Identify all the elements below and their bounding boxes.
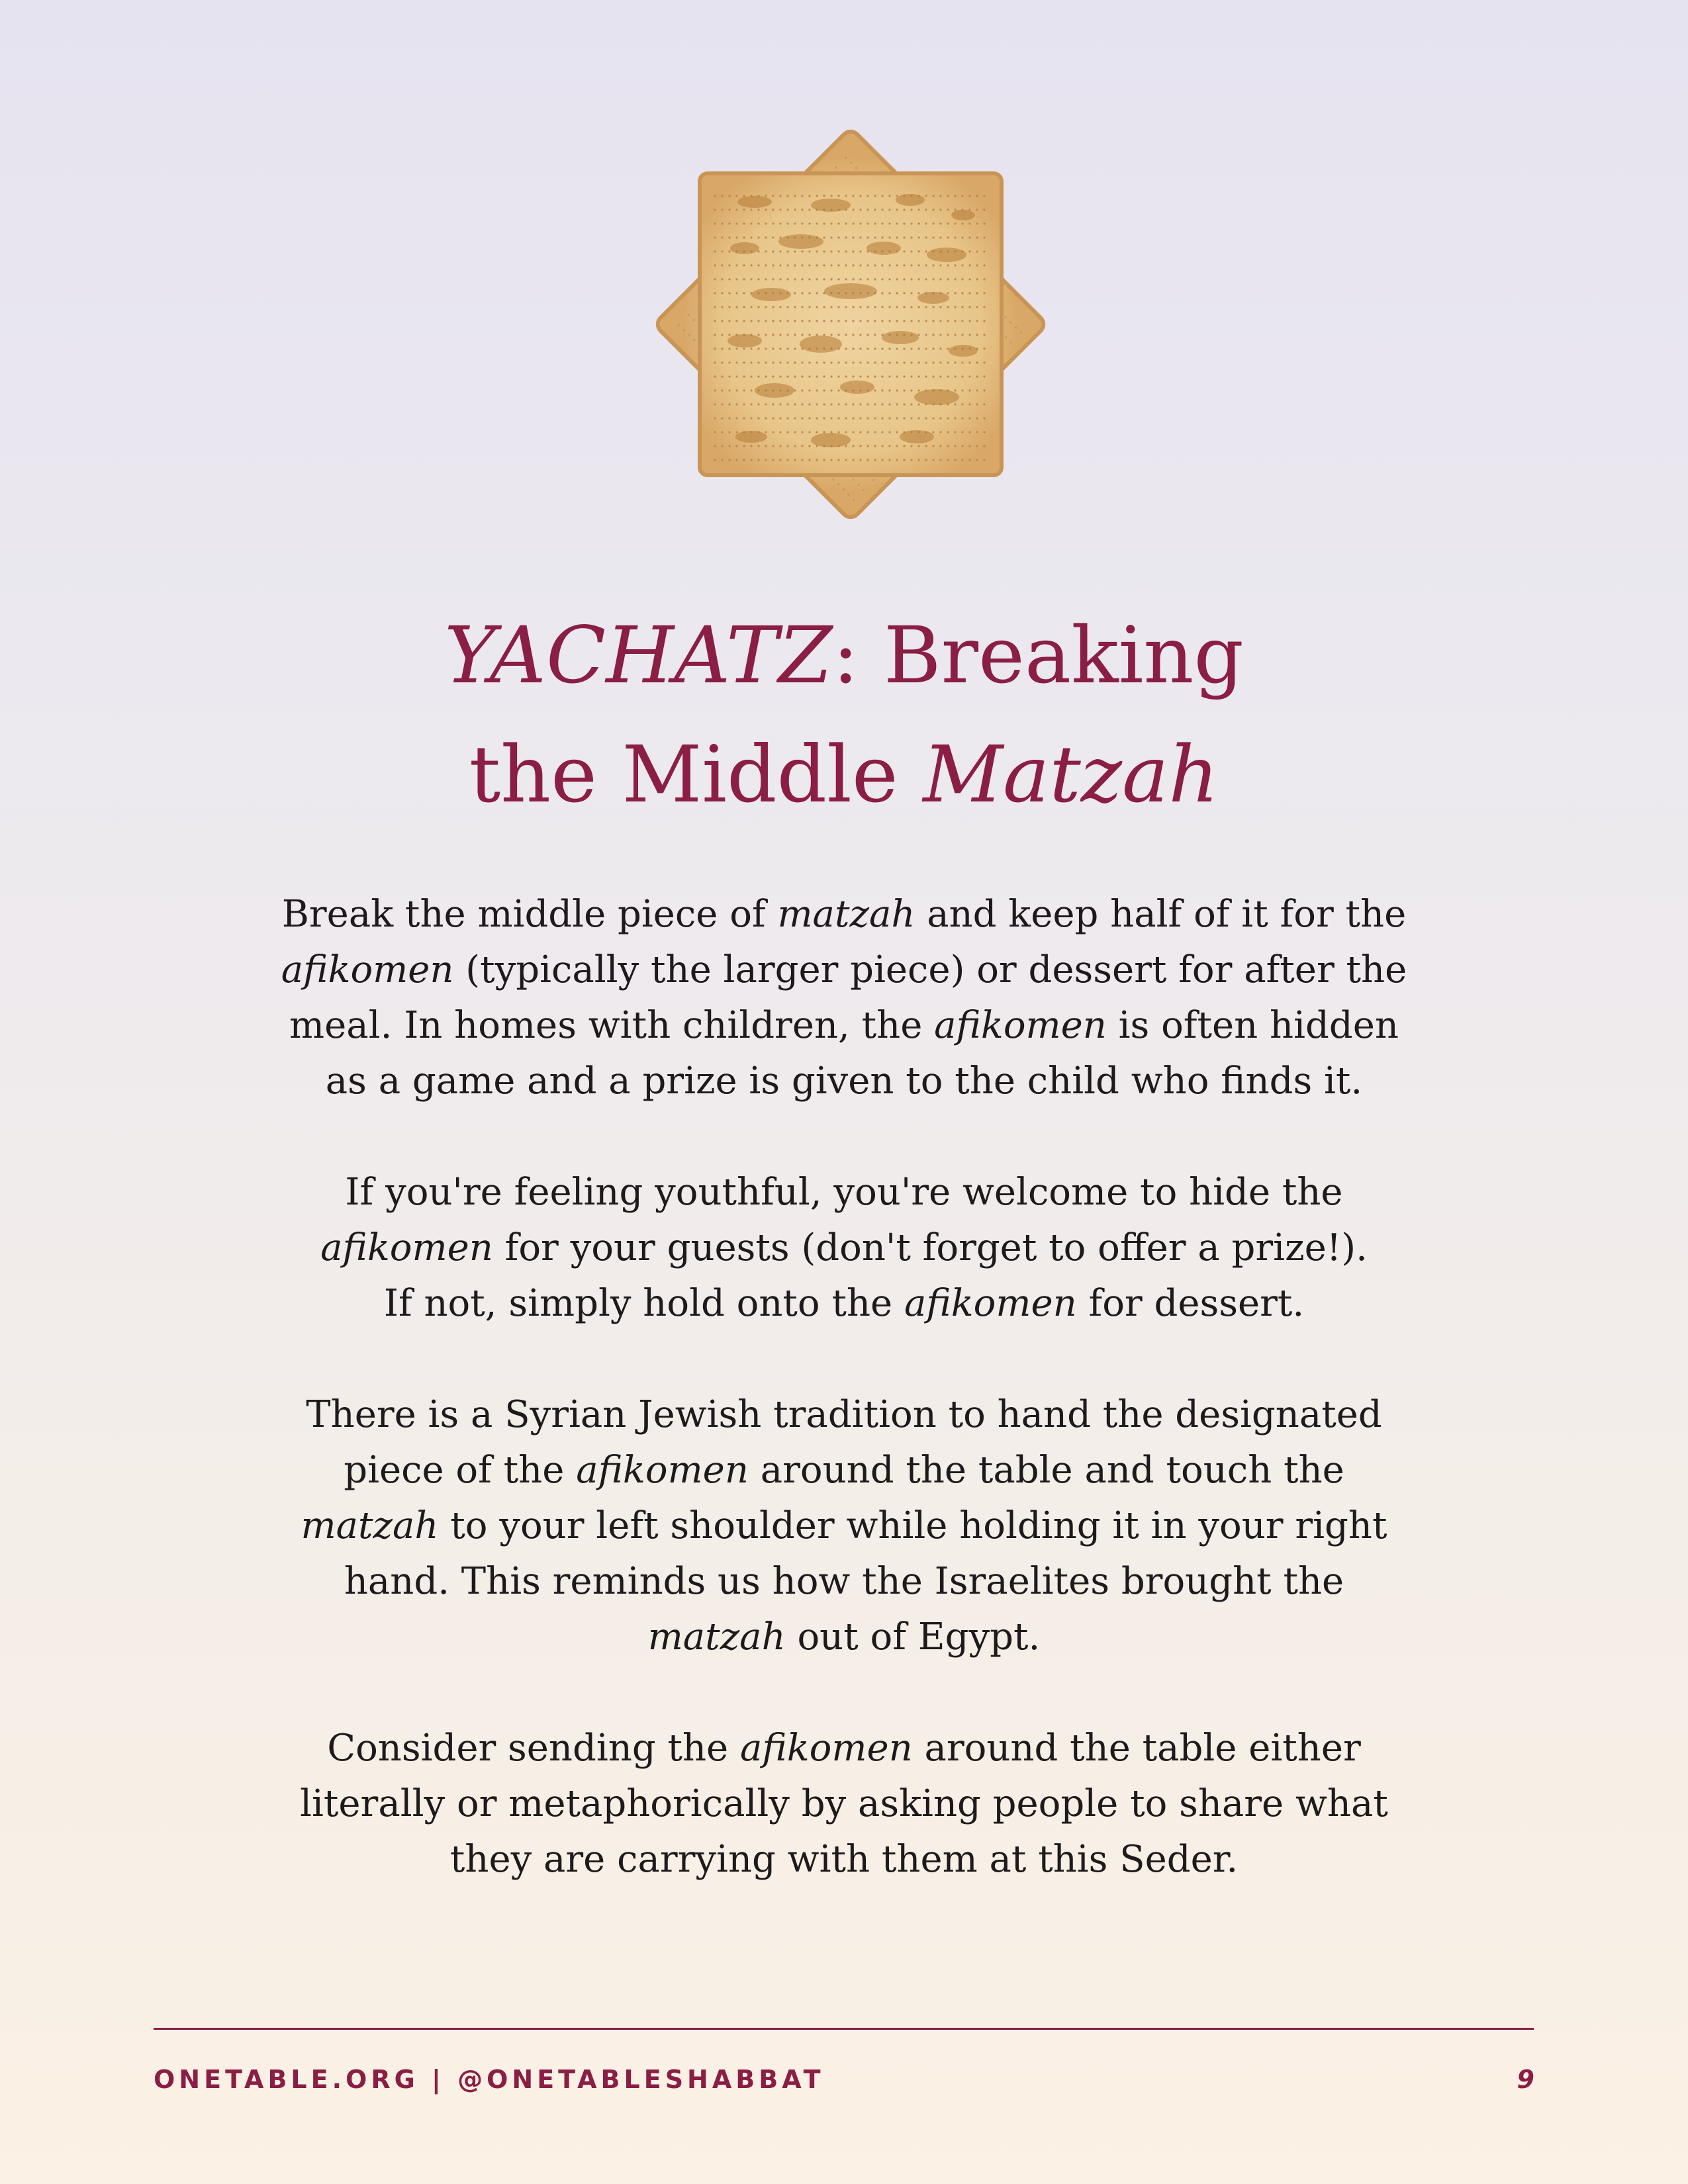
italic-term: afikomen — [320, 1226, 493, 1269]
text-run: as a game and a prize is given to the child who finds it. — [325, 1060, 1363, 1103]
italic-term: matzah — [777, 893, 915, 936]
title-line-2 — [199, 715, 1489, 834]
italic-term: afikomen — [281, 948, 454, 991]
paragraph-line — [218, 1220, 1470, 1276]
text-run: Consider sending the — [327, 1727, 740, 1770]
paragraph-line — [218, 1387, 1470, 1443]
body-paragraph — [218, 1165, 1470, 1332]
paragraph-line — [218, 1276, 1470, 1332]
paragraph-line — [218, 887, 1470, 942]
title-line-1 — [199, 596, 1489, 715]
paragraph-line — [218, 1054, 1470, 1109]
text-run: out of Egypt. — [785, 1615, 1041, 1659]
text-run: is often hidden — [1106, 1004, 1399, 1047]
body-paragraph — [218, 1721, 1470, 1888]
text-run: hand. This reminds us how the Israelites brought the — [344, 1560, 1344, 1603]
title-yachatz: YACHATZ — [444, 610, 833, 701]
text-run: If you're feeling youthful, you're welcome to hide the — [345, 1171, 1343, 1214]
text-run: for dessert. — [1076, 1282, 1305, 1325]
body-paragraph — [218, 1387, 1470, 1665]
paragraph-line — [218, 998, 1470, 1054]
paragraph-line — [218, 1610, 1470, 1665]
italic-term: matzah — [301, 1504, 439, 1547]
title-matzah: Matzah — [923, 729, 1219, 820]
text-run: piece of the — [344, 1449, 577, 1492]
text-run: they are carrying with them at this Seder. — [449, 1838, 1239, 1881]
paragraph-line — [218, 1776, 1470, 1832]
title-breaking: : Breaking — [832, 610, 1244, 701]
text-run: (typically the larger piece) or dessert for after the — [453, 948, 1407, 991]
text-run: meal. In homes with children, the — [289, 1004, 935, 1047]
italic-term: afikomen — [739, 1727, 913, 1770]
paragraph-line — [218, 1443, 1470, 1498]
text-run: around the table either — [912, 1727, 1361, 1770]
text-run: literally or metaphorically by asking people to share what — [300, 1782, 1388, 1825]
italic-term: matzah — [647, 1615, 786, 1659]
page-number: 9 — [1517, 2065, 1534, 2094]
body-paragraph — [218, 887, 1470, 1109]
paragraph-line — [218, 1554, 1470, 1610]
text-run: around the table and touch the — [748, 1449, 1344, 1492]
page-title — [199, 596, 1489, 834]
text-run: to your left shoulder while holding it in your right — [438, 1504, 1387, 1547]
italic-term: afikomen — [576, 1449, 749, 1492]
title-the-middle: the Middle — [469, 729, 923, 820]
text-run: for your guests (don't forget to offer a prize!). — [492, 1226, 1368, 1269]
paragraph-line — [218, 1721, 1470, 1776]
paragraph-line — [218, 1498, 1470, 1554]
paragraph-line — [218, 1832, 1470, 1888]
body-text — [218, 887, 1470, 1943]
footer-website-handle: ONETABLE.ORG | @ONETABLESHABBAT — [154, 2065, 825, 2094]
paragraph-line — [218, 1165, 1470, 1220]
text-run: and keep half of it for the — [915, 893, 1407, 936]
matzah-front-square — [700, 173, 1002, 475]
italic-term: afikomen — [904, 1282, 1077, 1325]
text-run: There is a Syrian Jewish tradition to hand the designated — [306, 1393, 1382, 1436]
footer-divider — [154, 2028, 1534, 2030]
text-run: Break the middle piece of — [281, 893, 778, 936]
paragraph-line — [218, 942, 1470, 998]
italic-term: afikomen — [934, 1004, 1107, 1047]
matzah-star-icon — [632, 106, 1069, 543]
text-run: If not, simply hold onto the — [383, 1282, 904, 1325]
